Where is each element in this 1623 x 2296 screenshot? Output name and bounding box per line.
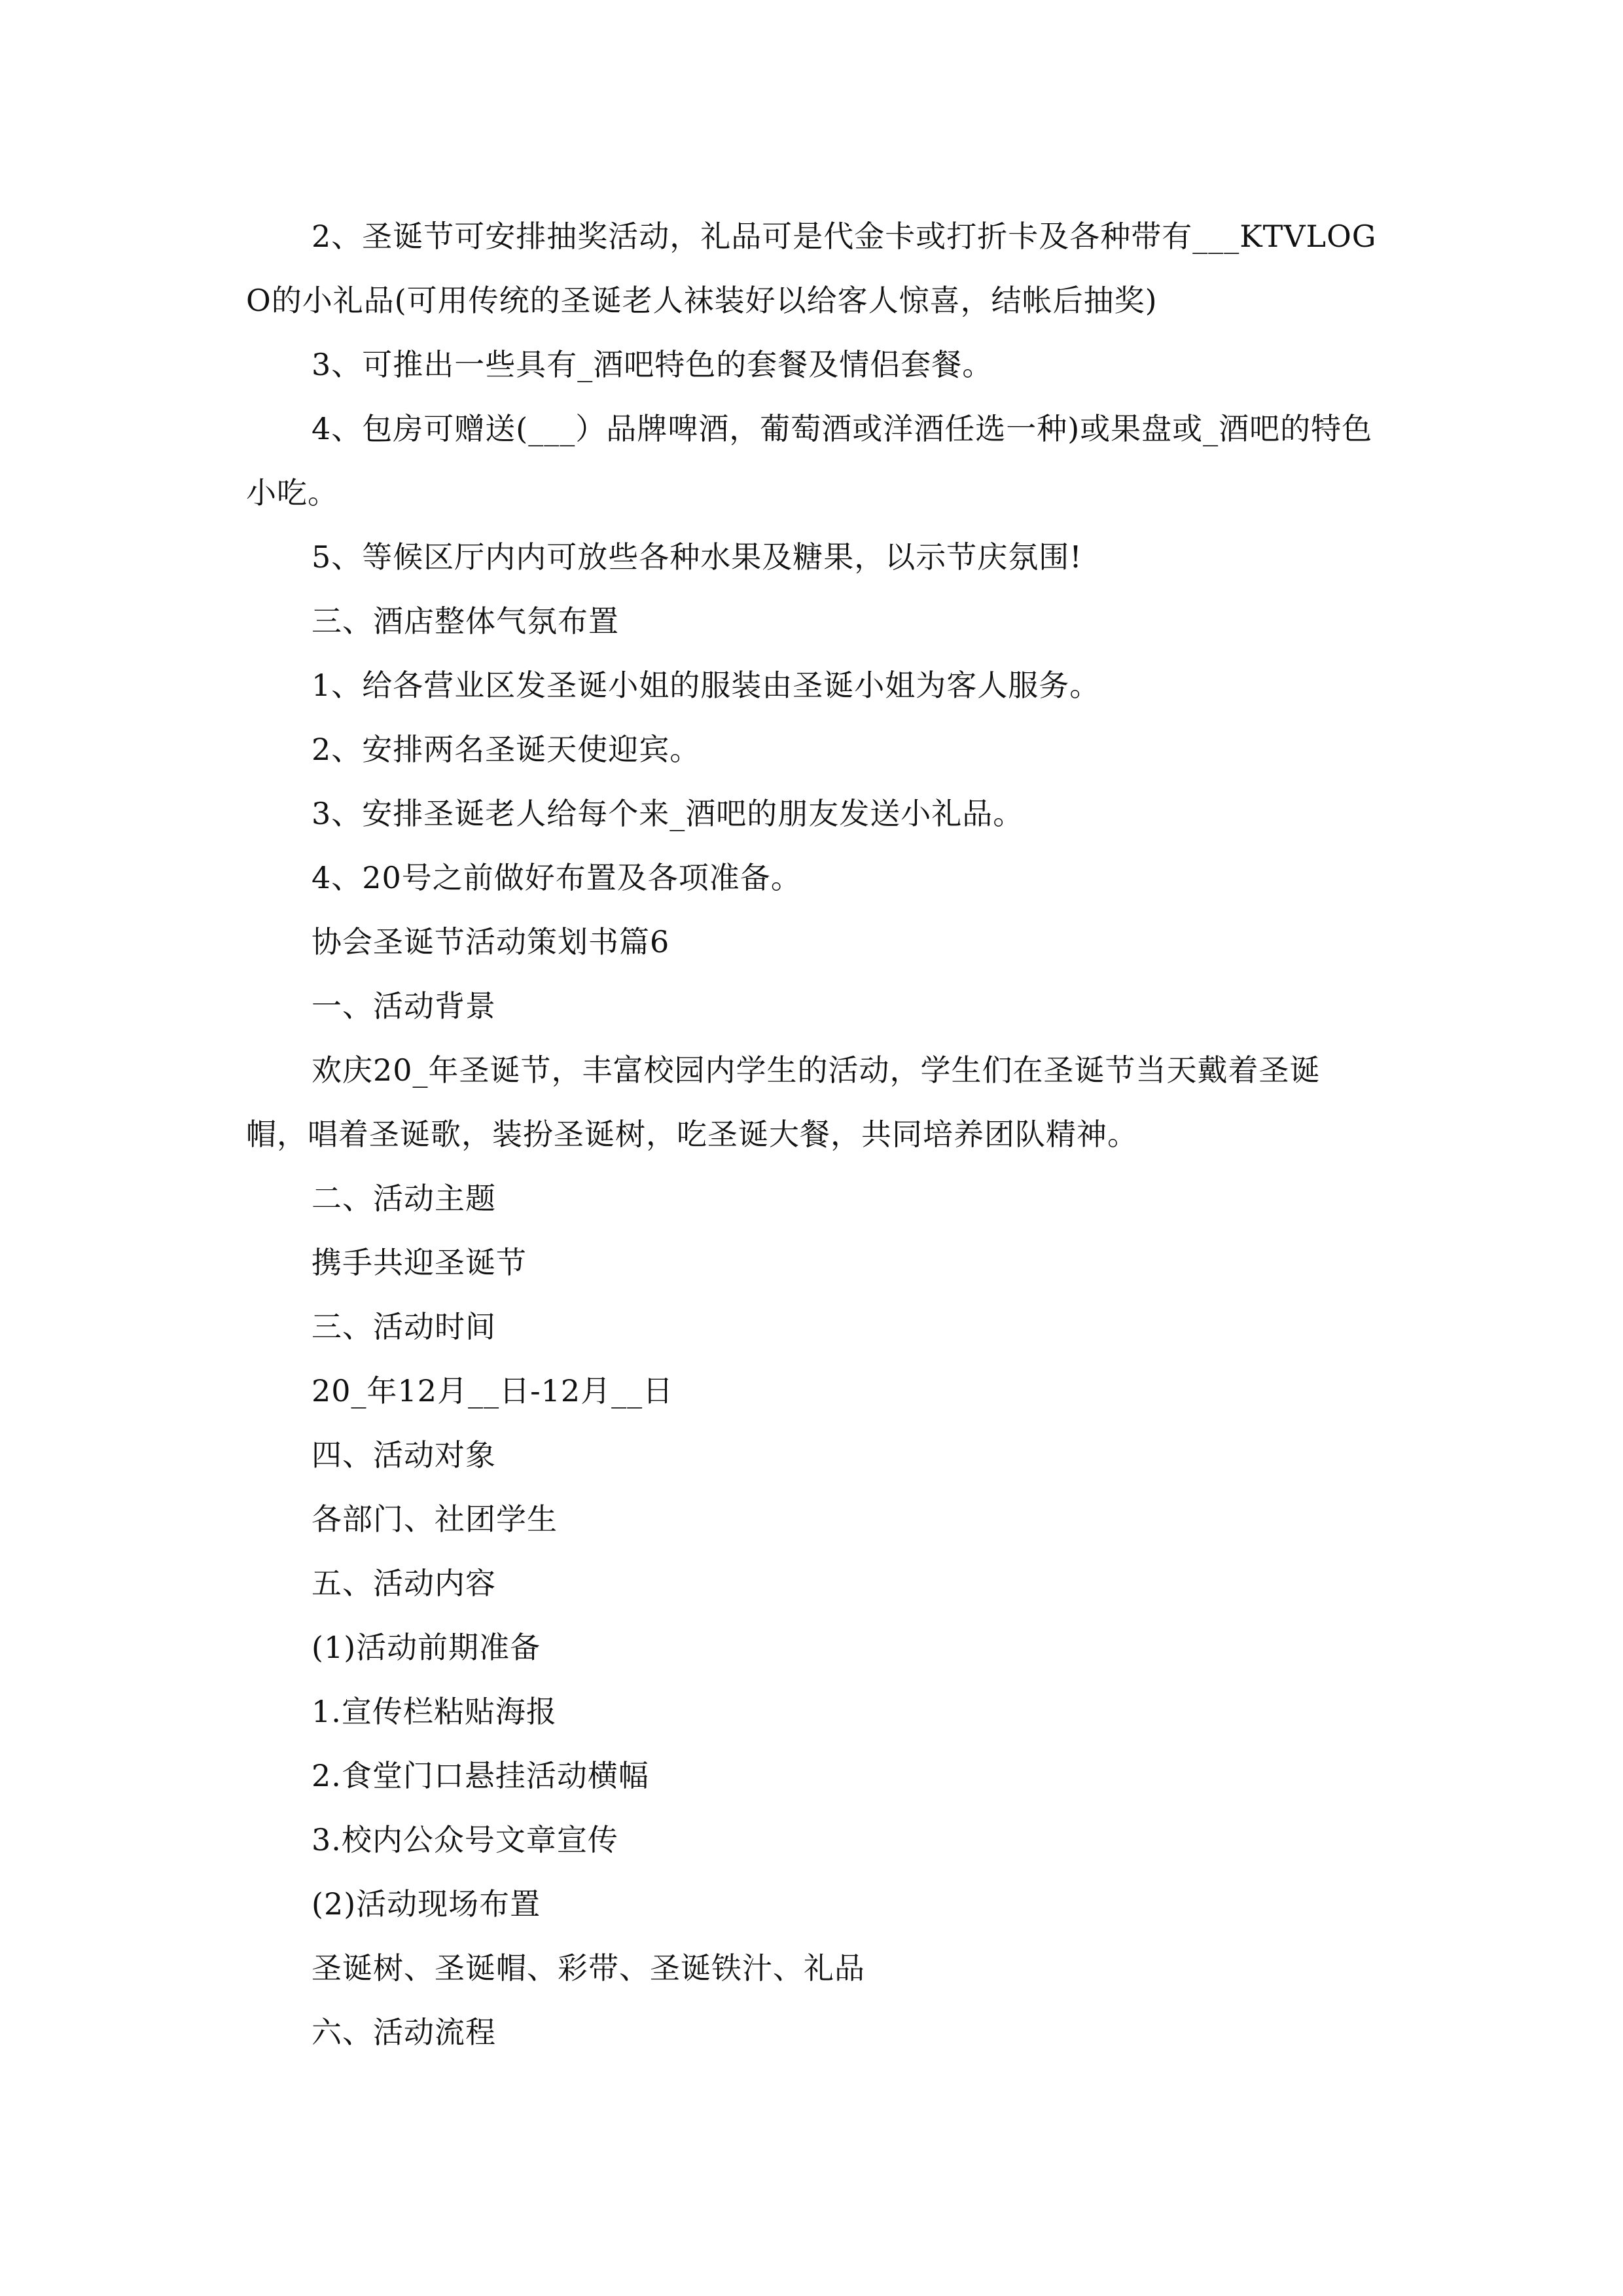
paragraph-costumes: 1、给各营业区发圣诞小姐的服装由圣诞小姐为客人服务。 [312,668,1101,703]
paragraph-santa-gifts: 3、安排圣诞老人给每个来_酒吧的朋友发送小礼品。 [312,796,1024,831]
paragraph-time: 20_年12月__日-12月__日 [312,1373,674,1408]
paragraph-set-meals: 3、可推出一些具有_酒吧特色的套餐及情侣套餐。 [312,347,993,382]
subheading-venue-setup: (2)活动现场布置 [312,1886,541,1922]
list-item-posters: 1.宣传栏粘贴海报 [312,1694,557,1729]
paragraph-theme: 携手共迎圣诞节 [312,1245,527,1280]
section-heading-content: 五、活动内容 [312,1566,496,1601]
section-heading-process: 六、活动流程 [312,2015,496,2050]
paragraph-angels: 2、安排两名圣诞天使迎宾。 [312,732,701,767]
paragraph-preparation: 4、20号之前做好布置及各项准备。 [312,860,802,895]
paragraph-audience: 各部门、社团学生 [312,1501,558,1537]
section-heading-theme: 二、活动主题 [312,1181,496,1216]
list-item-banner: 2.食堂门口悬挂活动横幅 [312,1758,649,1793]
section-heading-background: 一、活动背景 [312,988,496,1024]
section-heading-audience: 四、活动对象 [312,1437,496,1473]
document-body [246,204,1380,2064]
paragraph-background: 欢庆20_年圣诞节，丰富校园内学生的活动，学生们在圣诞节当天戴着圣诞帽，唱着圣诞歌，装扮圣诞树，吃圣诞大餐，共同培养团队精神。 [246,1052,1321,1152]
paragraph-venue-items: 圣诞树、圣诞帽、彩带、圣诞铁汁、礼品 [312,1950,865,1986]
article-title: 协会圣诞节活动策划书篇6 [312,924,670,960]
paragraph-room-gift: 4、包房可赠送(___）品牌啤酒，葡萄酒或洋酒任选一种)或果盘或_酒吧的特色小吃。 [246,411,1373,511]
subheading-preparation: (1)活动前期准备 [312,1630,541,1665]
list-item-article: 3.校内公众号文章宣传 [312,1822,618,1857]
paragraph-waiting-area: 5、等候区厅内内可放些各种水果及糖果，以示节庆氛围! [312,539,1082,575]
section-heading-hotel-decoration: 三、酒店整体气氛布置 [312,603,619,639]
paragraph-prize-draw: 2、圣诞节可安排抽奖活动，礼品可是代金卡或打折卡及各种带有___KTVLOGO的小礼品(可用传统的圣诞老人袜装好以给客人惊喜，结帐后抽奖) [246,219,1377,318]
section-heading-time: 三、活动时间 [312,1309,496,1344]
